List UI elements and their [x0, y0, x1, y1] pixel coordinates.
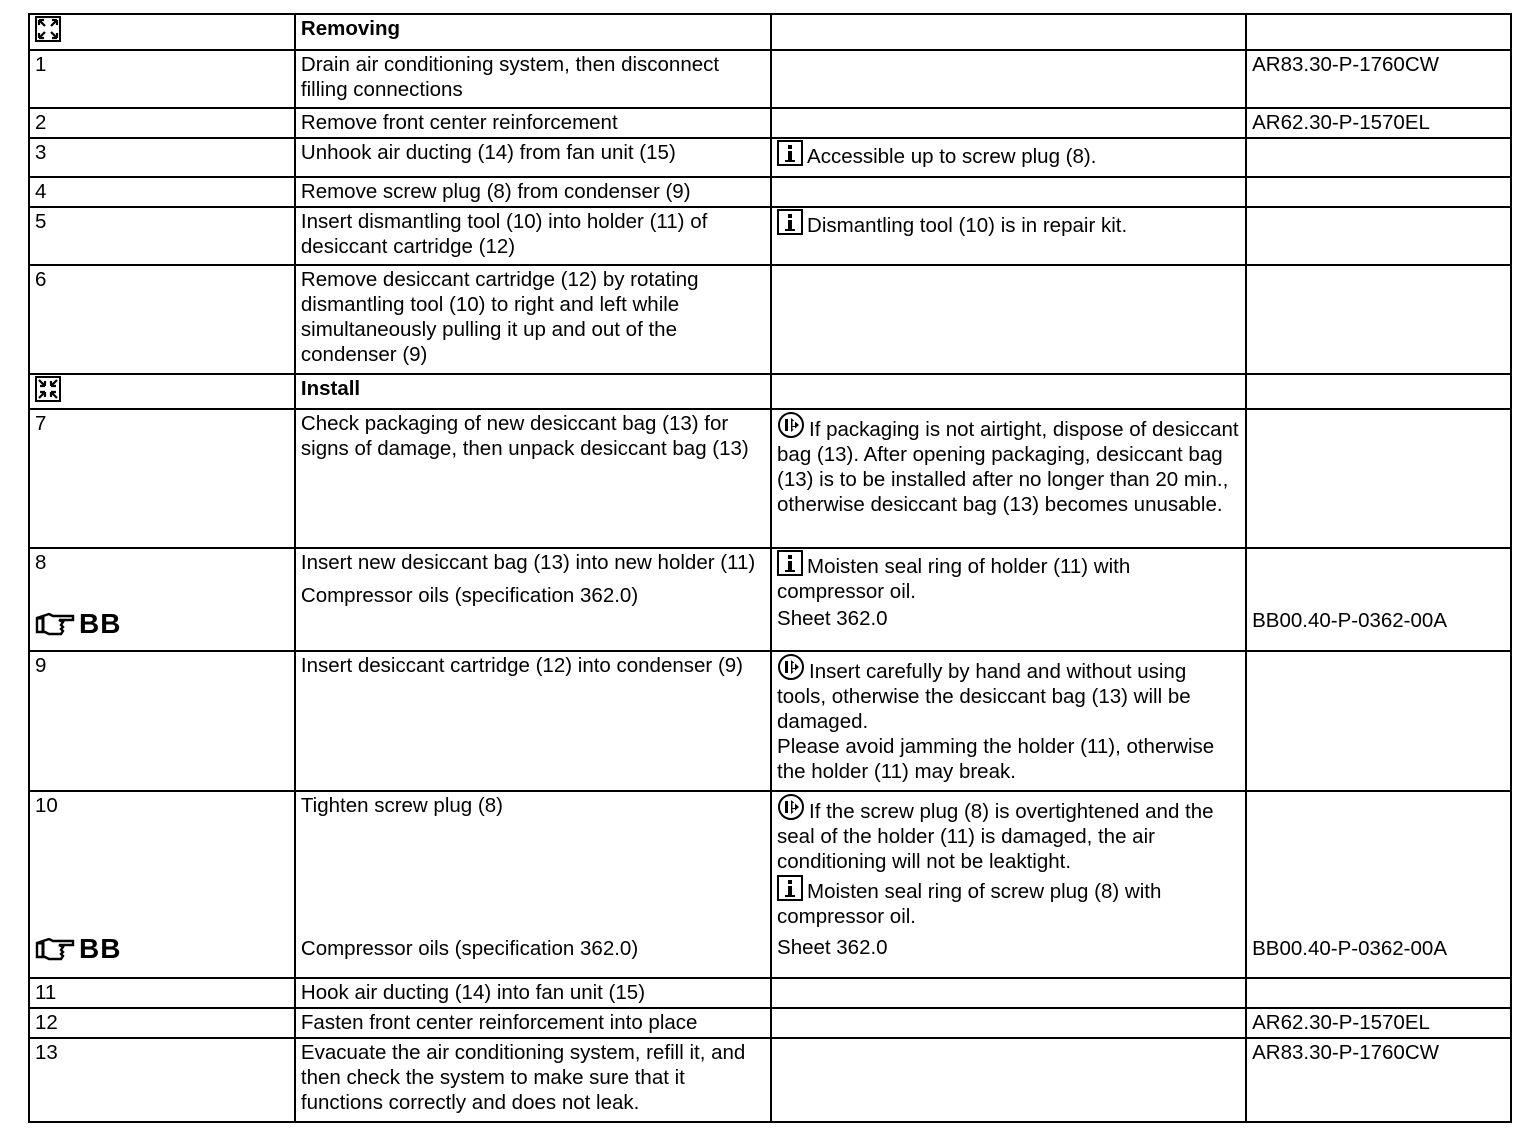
table-row — [29, 108, 1511, 138]
table-row — [29, 548, 1511, 651]
install-icon — [35, 376, 61, 402]
note-text: If the screw plug (8) is overtightened and the seal of the holder (11) is damaged, the air conditioning will not be leaktight. — [777, 800, 1214, 873]
step-number: 1 — [29, 50, 295, 108]
reference-link[interactable]: BB00.40-P-0362-00A — [1252, 937, 1447, 960]
step-number: 5 — [29, 207, 295, 265]
table-row — [29, 1038, 1511, 1122]
table-row — [29, 791, 1511, 978]
table-row — [29, 138, 1511, 177]
step-text: Insert new desiccant bag (13) into new holder (11) — [300, 551, 756, 574]
caution-icon — [777, 411, 805, 439]
table-row — [29, 207, 1511, 265]
step-number: 7 — [29, 409, 295, 548]
table-row — [29, 651, 1511, 791]
info-icon — [777, 875, 803, 901]
bb-reference-marker — [35, 608, 289, 638]
step-text: Drain air conditioning system, then disconnect filling connections — [295, 50, 771, 108]
caution-icon — [777, 653, 805, 681]
bb-reference-marker — [35, 933, 289, 963]
note-text: Insert carefully by hand and without using tools, otherwise the desiccant bag (13) will be damaged. — [777, 660, 1191, 733]
step-text: Remove front center reinforcement — [295, 108, 771, 138]
info-icon — [777, 550, 803, 576]
step-text: Insert dismantling tool (10) into holder (11) of desiccant cartridge (12) — [295, 207, 771, 265]
note-text: Moisten seal ring of screw plug (8) with compressor oil. — [777, 880, 1162, 928]
bb-note: Sheet 362.0 — [777, 607, 888, 630]
table-row — [29, 177, 1511, 207]
reference-link[interactable]: AR83.30-P-1760CW — [1246, 1038, 1511, 1122]
step-text: Remove screw plug (8) from condenser (9) — [295, 177, 771, 207]
caution-icon — [777, 793, 805, 821]
step-text: Insert desiccant cartridge (12) into condenser (9) — [295, 651, 771, 791]
step-text: Check packaging of new desiccant bag (13) for signs of damage, then unpack desiccant bag (13) — [295, 409, 771, 548]
bb-note: Sheet 362.0 — [777, 936, 888, 959]
pointing-hand-icon — [35, 610, 75, 636]
step-text: Remove desiccant cartridge (12) by rotating dismantling tool (10) to right and left while simultaneously pulling it up and out of the condenser (9) — [295, 265, 771, 374]
reference-link[interactable]: BB00.40-P-0362-00A — [1252, 609, 1447, 632]
step-text: Tighten screw plug (8) — [300, 794, 503, 817]
bb-label: BB — [79, 607, 122, 639]
step-number: 2 — [29, 108, 295, 138]
reference-link[interactable]: AR62.30-P-1570EL — [1246, 1008, 1511, 1038]
table-row — [29, 1008, 1511, 1038]
note-text: If packaging is not airtight, dispose of desiccant bag (13). After opening packaging, desiccant bag (13) is to be installed after no longer than 20 min., otherwise desiccant bag (13) becomes unusable. — [777, 418, 1239, 516]
bb-text: Compressor oils (specification 362.0) — [300, 937, 639, 960]
table-row — [29, 978, 1511, 1008]
section-row-removing — [29, 14, 1511, 50]
step-number: 9 — [29, 651, 295, 791]
bb-label: BB — [79, 932, 122, 964]
bb-text: Compressor oils (specification 362.0) — [300, 584, 639, 607]
section-title: Removing — [295, 14, 771, 50]
section-row-install — [29, 374, 1511, 409]
step-text: Fasten front center reinforcement into place — [295, 1008, 771, 1038]
step-number: 8 — [35, 551, 47, 574]
pointing-hand-icon — [35, 935, 75, 961]
section-title: Install — [295, 374, 771, 409]
table-row — [29, 409, 1511, 548]
reference-link[interactable]: AR62.30-P-1570EL — [1246, 108, 1511, 138]
step-number: 4 — [29, 177, 295, 207]
step-text: Evacuate the air conditioning system, refill it, and then check the system to make sure that it functions correctly and does not leak. — [295, 1038, 771, 1122]
info-icon — [777, 140, 803, 166]
step-number: 13 — [29, 1038, 295, 1122]
step-text: Unhook air ducting (14) from fan unit (15) — [295, 138, 771, 177]
procedure-table — [28, 13, 1512, 1123]
note-text: Dismantling tool (10) is in repair kit. — [807, 214, 1128, 237]
step-text: Hook air ducting (14) into fan unit (15) — [295, 978, 771, 1008]
note-text: Please avoid jamming the holder (11), otherwise the holder (11) may break. — [777, 735, 1215, 783]
info-icon — [777, 209, 803, 235]
reference-link[interactable]: AR83.30-P-1760CW — [1246, 50, 1511, 108]
step-number: 11 — [29, 978, 295, 1008]
step-number: 10 — [35, 794, 58, 817]
removal-icon — [35, 16, 61, 42]
note-text: Accessible up to screw plug (8). — [807, 145, 1097, 168]
table-row — [29, 50, 1511, 108]
step-number: 3 — [29, 138, 295, 177]
note-text: Moisten seal ring of holder (11) with compressor oil. — [777, 555, 1131, 603]
step-number: 6 — [29, 265, 295, 374]
table-row — [29, 265, 1511, 374]
step-number: 12 — [29, 1008, 295, 1038]
